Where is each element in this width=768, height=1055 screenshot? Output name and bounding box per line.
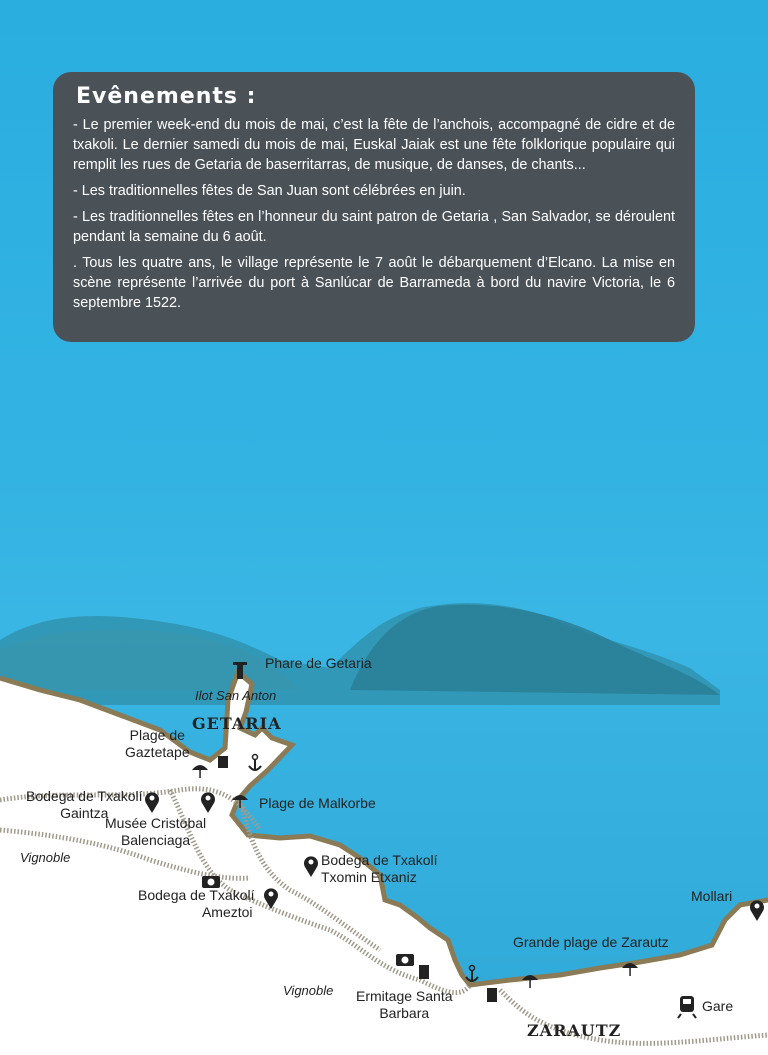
event-paragraph: . Tous les quatre ans, le village représente le 7 août le débarquement d’Elcano. La mise en scène représente l’arrivée du port à Sanlúcar de Barrameda à bord du navire Victoria, le 6 septembre 1522. <box>73 255 675 311</box>
label-vignoble-1: Vignoble <box>20 850 71 865</box>
anchor-icon-zarautz <box>466 966 478 982</box>
label-plage-gaztetape: Plage de Gaztetape <box>125 727 190 760</box>
tower-icon-getaria <box>218 756 228 768</box>
events-title: Evênements : <box>76 84 257 109</box>
label-phare: Phare de Getaria <box>265 655 372 671</box>
label-mollari: Mollari <box>691 888 733 904</box>
label-bodega-txomin: Bodega de Txakolí Txomin Etxaniz <box>321 852 438 885</box>
label-ilot: Ilot San Anton <box>195 688 277 703</box>
label-bodega-ameztoi: Bodega de Txakolí Ameztoi <box>138 887 255 920</box>
town-getaria: GETARIA <box>192 714 282 733</box>
label-plage-malkorbe: Plage de Malkorbe <box>259 795 376 811</box>
event-paragraph: - Le premier week-end du mois de mai, c’est la fête de l’anchois, accompagné de cidre et de txakoli. Le dernier samedi du mois de mai, Euskal Jaiak est une fête folklorique populaire qui remplit les rues de Getaria de baserritarras, de musique, de danses, de chants... <box>73 117 675 173</box>
events-panel <box>53 72 695 342</box>
hill-left <box>0 629 300 690</box>
event-paragraph: - Les traditionnelles fêtes de San Juan sont célébrées en juin. <box>73 183 466 199</box>
hill-right <box>350 605 720 695</box>
label-gare: Gare <box>702 998 734 1014</box>
camera-icon-ermitage <box>396 954 414 966</box>
tower-icon-zarautz <box>487 988 497 1002</box>
label-vignoble-2: Vignoble <box>283 983 334 998</box>
label-grande-plage: Grande plage de Zarautz <box>513 934 669 950</box>
town-zarautz: ZARAUTZ <box>527 1021 622 1040</box>
label-ermitage: Ermitage Santa Barbara <box>356 988 453 1021</box>
tower-icon-ermitage <box>419 965 429 979</box>
label-bodega-gaintza: Bodega de Txakolí Gaintza <box>26 788 143 821</box>
label-musee: Musée Cristobal Balenciaga <box>105 815 207 848</box>
event-paragraph: - Les traditionnelles fêtes en l’honneur du saint patron de Getaria , San Salvador, se déroulent pendant la semaine du 6 août. <box>73 209 675 245</box>
